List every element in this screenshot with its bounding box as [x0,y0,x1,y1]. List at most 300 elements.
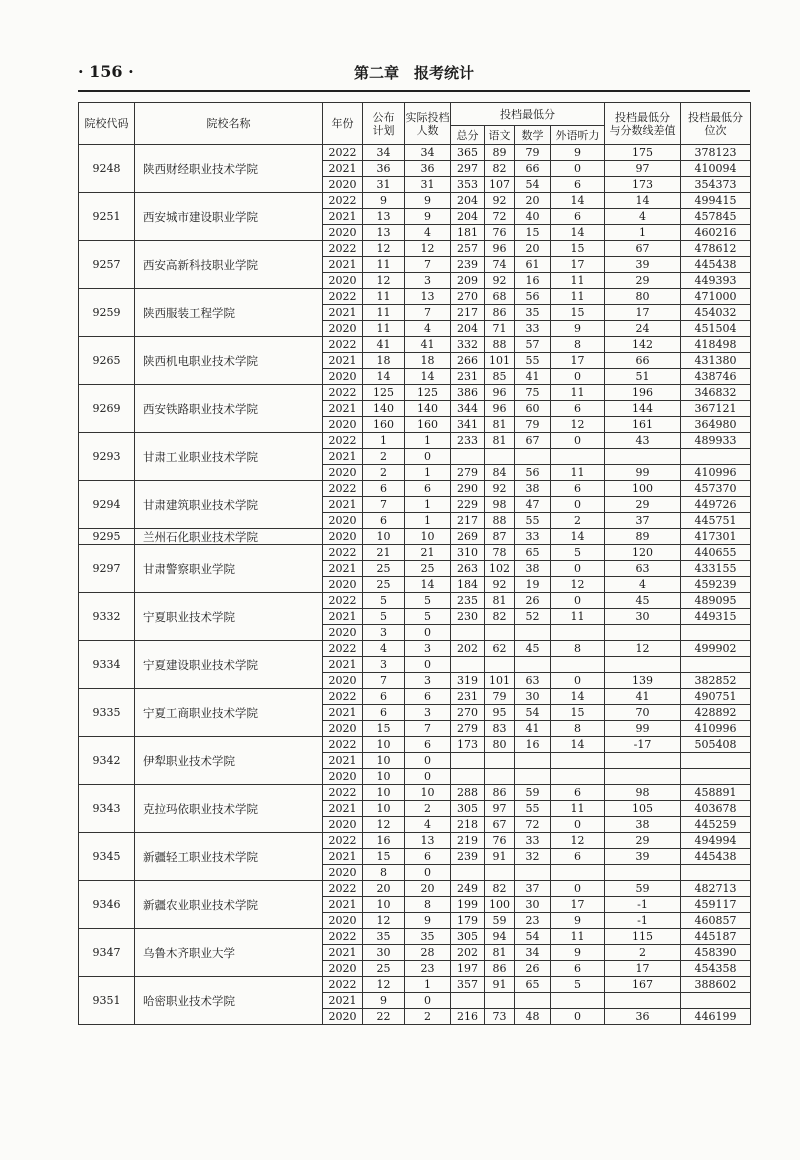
cell-math: 40 [515,209,551,225]
table-row [79,689,751,705]
cell-foreign: 11 [551,609,605,625]
cell-foreign: 17 [551,257,605,273]
cell-chinese: 85 [485,369,515,385]
cell-actual: 0 [405,865,451,881]
cell-rank: 482713 [681,881,751,897]
cell-foreign: 11 [551,465,605,481]
col-total: 总分 [451,126,485,145]
cell-total: 257 [451,241,485,257]
cell-actual: 1 [405,465,451,481]
cell-rank: 458390 [681,945,751,961]
cell-diff: 29 [605,497,681,513]
cell-total: 204 [451,321,485,337]
cell-foreign: 6 [551,481,605,497]
col-min-score-group: 投档最低分 [451,103,605,126]
cell-math: 56 [515,289,551,305]
cell-plan: 9 [363,193,405,209]
cell-year: 2022 [323,881,363,897]
cell-math: 32 [515,849,551,865]
cell-diff: 80 [605,289,681,305]
school-name: 哈密职业技术学院 [135,977,323,1025]
cell-diff: 89 [605,529,681,545]
cell-foreign: 14 [551,193,605,209]
cell-actual: 13 [405,833,451,849]
cell-plan: 6 [363,689,405,705]
cell-plan: 10 [363,897,405,913]
table-row [79,289,751,305]
cell-total: 179 [451,913,485,929]
cell-total: 197 [451,961,485,977]
cell-math: 59 [515,785,551,801]
cell-diff: 98 [605,785,681,801]
school-code: 9257 [79,241,135,289]
cell-rank: 454358 [681,961,751,977]
cell-chinese: 88 [485,337,515,353]
cell-diff [605,769,681,785]
cell-actual: 9 [405,209,451,225]
col-chinese: 语文 [485,126,515,145]
cell-rank: 445187 [681,929,751,945]
cell-total: 230 [451,609,485,625]
cell-math: 61 [515,257,551,273]
table-row [79,785,751,801]
cell-plan: 18 [363,353,405,369]
cell-diff: 4 [605,209,681,225]
table-row [79,145,751,161]
table-row [79,833,751,849]
cell-rank: 471000 [681,289,751,305]
cell-diff: 1 [605,225,681,241]
cell-rank: 410094 [681,161,751,177]
cell-diff [605,625,681,641]
cell-plan: 11 [363,289,405,305]
cell-math: 20 [515,241,551,257]
table-row [79,977,751,993]
cell-foreign: 0 [551,817,605,833]
cell-year: 2020 [323,817,363,833]
cell-total: 209 [451,273,485,289]
cell-chinese: 79 [485,689,515,705]
cell-math: 55 [515,353,551,369]
cell-rank: 410996 [681,465,751,481]
cell-actual: 5 [405,609,451,625]
cell-plan: 13 [363,225,405,241]
cell-total: 231 [451,689,485,705]
cell-total: 249 [451,881,485,897]
cell-rank [681,625,751,641]
cell-foreign: 5 [551,977,605,993]
cell-plan: 5 [363,593,405,609]
cell-plan: 36 [363,161,405,177]
cell-year: 2021 [323,561,363,577]
table-body [79,145,751,1025]
cell-actual: 0 [405,753,451,769]
cell-plan: 140 [363,401,405,417]
cell-rank: 382852 [681,673,751,689]
cell-foreign: 12 [551,833,605,849]
cell-foreign: 14 [551,225,605,241]
cell-chinese: 96 [485,401,515,417]
cell-rank: 505408 [681,737,751,753]
cell-chinese: 74 [485,257,515,273]
page-number: · 156 · [78,62,134,81]
cell-chinese: 67 [485,817,515,833]
cell-total: 202 [451,945,485,961]
cell-chinese: 82 [485,609,515,625]
cell-math: 65 [515,977,551,993]
cell-plan: 6 [363,481,405,497]
chapter-title: 第二章 报考统计 [353,64,474,82]
cell-diff: 24 [605,321,681,337]
cell-math: 30 [515,897,551,913]
cell-total: 270 [451,705,485,721]
cell-chinese: 86 [485,305,515,321]
cell-rank: 449315 [681,609,751,625]
cell-total: 319 [451,673,485,689]
cell-actual: 0 [405,625,451,641]
cell-diff [605,753,681,769]
cell-plan: 10 [363,529,405,545]
cell-year: 2022 [323,977,363,993]
cell-diff: 39 [605,849,681,865]
cell-year: 2020 [323,465,363,481]
cell-math: 38 [515,561,551,577]
cell-math: 60 [515,401,551,417]
cell-foreign: 6 [551,961,605,977]
cell-diff: 173 [605,177,681,193]
cell-math: 75 [515,385,551,401]
cell-foreign: 11 [551,289,605,305]
cell-actual: 2 [405,1009,451,1025]
cell-diff: 39 [605,257,681,273]
school-code: 9265 [79,337,135,385]
cell-chinese: 62 [485,641,515,657]
cell-total [451,449,485,465]
cell-math: 56 [515,465,551,481]
cell-rank: 445438 [681,257,751,273]
cell-chinese: 68 [485,289,515,305]
cell-total: 279 [451,721,485,737]
cell-actual: 23 [405,961,451,977]
cell-year: 2022 [323,641,363,657]
cell-diff: -1 [605,913,681,929]
cell-rank: 445259 [681,817,751,833]
cell-chinese: 88 [485,513,515,529]
cell-plan: 11 [363,305,405,321]
cell-chinese: 94 [485,929,515,945]
cell-year: 2022 [323,337,363,353]
cell-math: 19 [515,577,551,593]
cell-actual: 13 [405,289,451,305]
cell-total: 204 [451,193,485,209]
cell-rank: 445751 [681,513,751,529]
cell-math [515,657,551,673]
cell-year: 2020 [323,225,363,241]
cell-actual: 7 [405,257,451,273]
table-row [79,529,751,545]
cell-diff: 99 [605,465,681,481]
table-row [79,385,751,401]
cell-plan: 14 [363,369,405,385]
cell-foreign: 8 [551,641,605,657]
cell-total: 341 [451,417,485,433]
cell-chinese: 92 [485,481,515,497]
cell-math: 65 [515,545,551,561]
cell-foreign: 15 [551,241,605,257]
cell-actual: 34 [405,145,451,161]
cell-chinese: 100 [485,897,515,913]
table-row [79,641,751,657]
cell-chinese: 86 [485,785,515,801]
cell-total: 266 [451,353,485,369]
cell-year: 2020 [323,865,363,881]
cell-chinese: 96 [485,385,515,401]
cell-plan: 7 [363,497,405,513]
cell-diff [605,865,681,881]
cell-year: 2020 [323,417,363,433]
cell-diff: -17 [605,737,681,753]
cell-math: 35 [515,305,551,321]
cell-foreign: 14 [551,529,605,545]
cell-math: 41 [515,369,551,385]
cell-total: 204 [451,209,485,225]
cell-rank: 489095 [681,593,751,609]
cell-total: 357 [451,977,485,993]
cell-chinese: 92 [485,273,515,289]
cell-total: 386 [451,385,485,401]
cell-rank: 459117 [681,897,751,913]
cell-actual: 20 [405,881,451,897]
cell-chinese [485,625,515,641]
cell-chinese: 72 [485,209,515,225]
cell-diff: 139 [605,673,681,689]
table-row [79,593,751,609]
cell-rank: 490751 [681,689,751,705]
table-row [79,337,751,353]
cell-chinese: 76 [485,225,515,241]
cell-year: 2021 [323,209,363,225]
cell-plan: 10 [363,769,405,785]
cell-math: 16 [515,737,551,753]
cell-plan: 35 [363,929,405,945]
cell-diff: 38 [605,817,681,833]
cell-plan: 10 [363,753,405,769]
cell-plan: 6 [363,705,405,721]
cell-rank: 431380 [681,353,751,369]
cell-plan: 12 [363,977,405,993]
cell-rank: 457370 [681,481,751,497]
cell-diff: 99 [605,721,681,737]
cell-total: 239 [451,257,485,273]
cell-total [451,625,485,641]
cell-chinese: 98 [485,497,515,513]
cell-plan: 2 [363,465,405,481]
cell-foreign: 11 [551,273,605,289]
cell-diff: 43 [605,433,681,449]
school-code: 9346 [79,881,135,929]
col-year: 年份 [323,103,363,145]
school-name: 新疆农业职业技术学院 [135,881,323,929]
cell-chinese: 82 [485,881,515,897]
cell-year: 2020 [323,513,363,529]
cell-actual: 1 [405,513,451,529]
cell-actual: 6 [405,481,451,497]
cell-rank: 346832 [681,385,751,401]
cell-foreign: 14 [551,689,605,705]
table-row [79,545,751,561]
cell-rank: 460216 [681,225,751,241]
cell-foreign: 12 [551,417,605,433]
cell-year: 2022 [323,241,363,257]
cell-plan: 20 [363,881,405,897]
cell-plan: 12 [363,273,405,289]
school-name: 陕西机电职业技术学院 [135,337,323,385]
cell-actual: 4 [405,225,451,241]
cell-total: 184 [451,577,485,593]
cell-math: 34 [515,945,551,961]
cell-actual: 4 [405,817,451,833]
cell-total: 231 [451,369,485,385]
cell-plan: 11 [363,257,405,273]
school-name: 甘肃工业职业技术学院 [135,433,323,481]
cell-math: 33 [515,321,551,337]
cell-plan: 10 [363,801,405,817]
cell-chinese: 78 [485,545,515,561]
cell-chinese: 91 [485,849,515,865]
cell-math: 67 [515,433,551,449]
school-code: 9293 [79,433,135,481]
cell-plan: 21 [363,545,405,561]
cell-year: 2021 [323,609,363,625]
cell-diff: 70 [605,705,681,721]
cell-diff: 12 [605,641,681,657]
cell-chinese: 80 [485,737,515,753]
cell-rank: 478612 [681,241,751,257]
cell-rank: 457845 [681,209,751,225]
school-name: 宁夏建设职业技术学院 [135,641,323,689]
cell-math [515,753,551,769]
cell-rank: 433155 [681,561,751,577]
cell-chinese: 87 [485,529,515,545]
cell-diff: 41 [605,689,681,705]
cell-year: 2022 [323,833,363,849]
school-code: 9334 [79,641,135,689]
cell-chinese: 92 [485,577,515,593]
cell-diff: 29 [605,833,681,849]
cell-total: 310 [451,545,485,561]
cell-actual: 0 [405,993,451,1009]
cell-actual: 0 [405,449,451,465]
col-actual: 实际投档 人数 [405,103,451,145]
cell-diff [605,449,681,465]
cell-year: 2021 [323,401,363,417]
school-name: 甘肃建筑职业技术学院 [135,481,323,529]
cell-math: 79 [515,145,551,161]
cell-year: 2022 [323,929,363,945]
school-name: 新疆轻工职业技术学院 [135,833,323,881]
cell-total: 297 [451,161,485,177]
cell-plan: 25 [363,561,405,577]
cell-chinese: 96 [485,241,515,257]
cell-year: 2020 [323,1009,363,1025]
cell-rank: 440655 [681,545,751,561]
cell-diff: 161 [605,417,681,433]
cell-plan: 8 [363,865,405,881]
school-name: 宁夏工商职业技术学院 [135,689,323,737]
cell-year: 2021 [323,449,363,465]
cell-math: 23 [515,913,551,929]
cell-diff: 105 [605,801,681,817]
cell-math: 41 [515,721,551,737]
cell-total [451,657,485,673]
cell-math [515,865,551,881]
cell-plan: 5 [363,609,405,625]
cell-chinese [485,769,515,785]
cell-plan: 16 [363,833,405,849]
cell-foreign [551,625,605,641]
cell-actual: 18 [405,353,451,369]
cell-chinese: 81 [485,945,515,961]
cell-math: 15 [515,225,551,241]
cell-foreign: 11 [551,801,605,817]
cell-actual: 3 [405,641,451,657]
cell-total [451,865,485,881]
cell-total: 270 [451,289,485,305]
cell-foreign: 14 [551,737,605,753]
cell-plan: 25 [363,961,405,977]
cell-diff: 120 [605,545,681,561]
cell-rank: 494994 [681,833,751,849]
cell-actual: 3 [405,273,451,289]
school-code: 9297 [79,545,135,593]
cell-math: 26 [515,593,551,609]
col-name: 院校名称 [135,103,323,145]
cell-math: 30 [515,689,551,705]
col-rank: 投档最低分 位次 [681,103,751,145]
cell-year: 2021 [323,897,363,913]
admission-table [78,102,751,1025]
school-name: 甘肃警察职业学院 [135,545,323,593]
cell-chinese: 71 [485,321,515,337]
cell-math: 55 [515,513,551,529]
table-row [79,241,751,257]
cell-actual: 160 [405,417,451,433]
cell-rank: 388602 [681,977,751,993]
school-name: 陕西财经职业技术学院 [135,145,323,193]
cell-total: 202 [451,641,485,657]
cell-foreign: 12 [551,577,605,593]
cell-total [451,769,485,785]
cell-plan: 6 [363,513,405,529]
cell-rank: 499902 [681,641,751,657]
cell-chinese [485,753,515,769]
cell-foreign [551,449,605,465]
cell-math: 20 [515,193,551,209]
school-name: 伊犁职业技术学院 [135,737,323,785]
cell-year: 2022 [323,545,363,561]
cell-rank [681,657,751,673]
table-row [79,737,751,753]
cell-total: 217 [451,305,485,321]
cell-rank [681,753,751,769]
cell-year: 2020 [323,369,363,385]
cell-actual: 12 [405,241,451,257]
cell-diff: 59 [605,881,681,897]
cell-year: 2020 [323,961,363,977]
cell-chinese [485,993,515,1009]
cell-foreign: 6 [551,785,605,801]
cell-year: 2022 [323,481,363,497]
